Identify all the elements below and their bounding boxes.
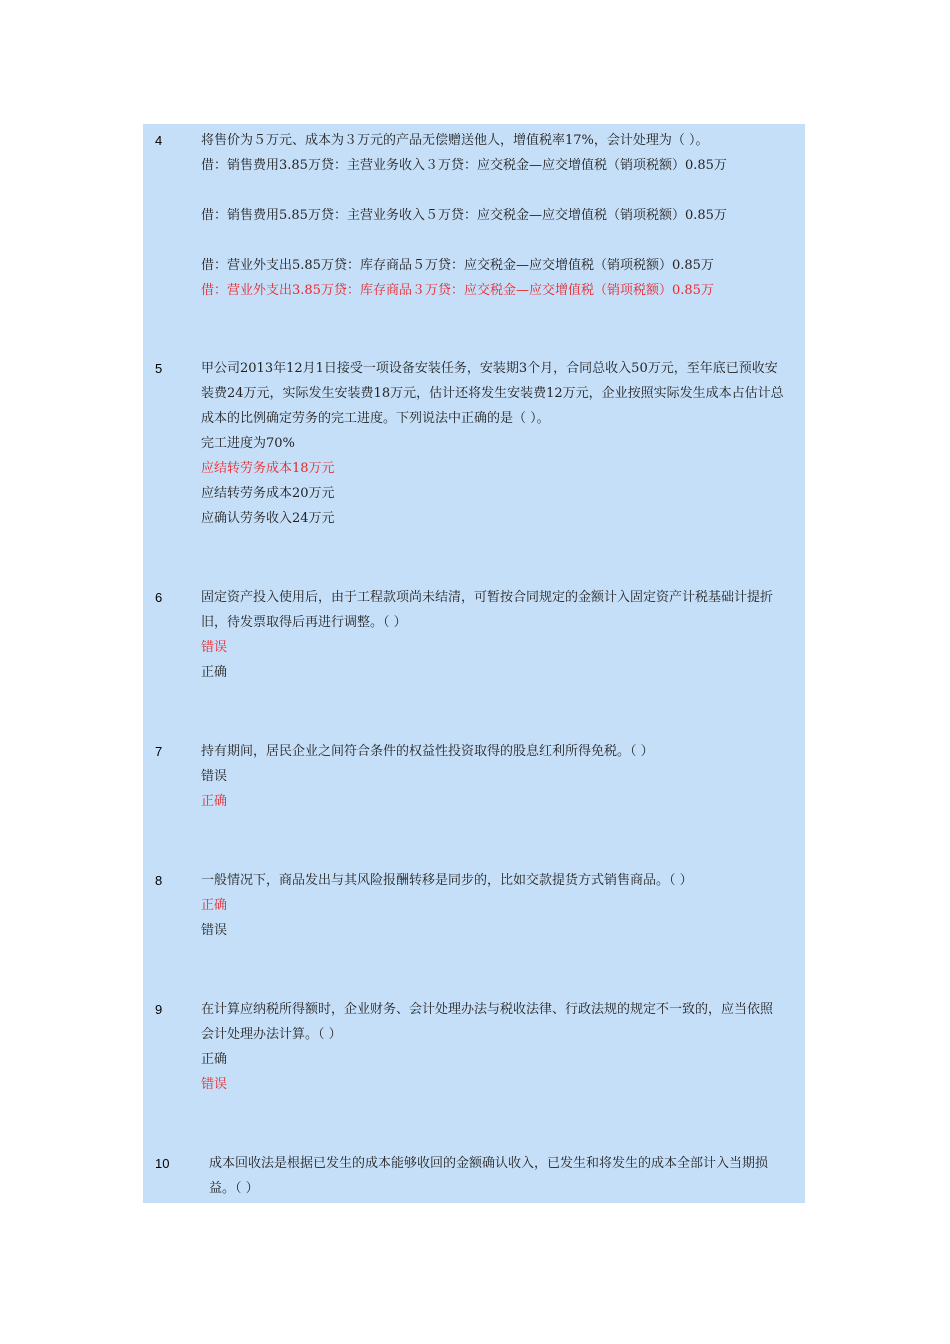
option-2[interactable]: 错误	[201, 1077, 228, 1092]
question-number: 10	[155, 1156, 170, 1171]
question-body	[201, 739, 785, 814]
question-stem: 一般情况下，商品发出与其风险报酬转移是同步的，比如交款提货方式销售商品。（ ）	[201, 873, 693, 888]
question-panel	[143, 124, 805, 1203]
option-2[interactable]: 借：销售费用5.85万贷：主营业务收入５万贷：应交税金—应交增值税（销项税额）0.85万	[201, 208, 727, 223]
question-body	[209, 1151, 787, 1201]
question-number: 6	[155, 590, 163, 605]
question-number: 5	[155, 361, 163, 376]
option-4[interactable]: 借：营业外支出3.85万贷：库存商品３万贷：应交税金—应交增值税（销项税额）0.85万	[201, 283, 714, 298]
option-1[interactable]: 正确	[201, 898, 228, 913]
option-3[interactable]: 借：营业外支出5.85万贷：库存商品５万贷：应交税金—应交增值税（销项税额）0.85万	[201, 258, 714, 273]
option-2[interactable]: 正确	[201, 665, 228, 680]
question-stem: 持有期间，居民企业之间符合条件的权益性投资取得的股息红利所得免税。（ ）	[201, 744, 654, 759]
option-1[interactable]: 正确	[201, 1052, 228, 1067]
option-2[interactable]: 正确	[201, 794, 228, 809]
option-3[interactable]: 应结转劳务成本20万元	[201, 486, 335, 501]
question-number: 7	[155, 744, 163, 759]
question-body	[201, 868, 785, 943]
question-stem: 成本回收法是根据已发生的成本能够收回的金额确认收入，已发生和将发生的成本全部计入当期损益。（ ）	[209, 1156, 769, 1196]
question-stem: 将售价为５万元、成本为３万元的产品无偿赠送他人，增值税率17%，会计处理为（ ）。	[201, 133, 709, 148]
question-body	[201, 585, 785, 685]
option-1[interactable]: 错误	[201, 769, 228, 784]
question-stem: 甲公司2013年12月1日接受一项设备安装任务，安装期3个月，合同总收入50万元，至年底已预收安装费24万元，实际发生安装费18万元，估计还将发生安装费12万元，企业按照实际发生成本占估计总成本的比例确定劳务的完工进度。下列说法中正确的是（ ）。	[201, 361, 784, 426]
question-number: 4	[155, 133, 163, 148]
option-2[interactable]: 错误	[201, 923, 228, 938]
option-2[interactable]: 应结转劳务成本18万元	[201, 461, 335, 476]
option-1[interactable]: 错误	[201, 640, 228, 655]
option-1[interactable]: 借：销售费用3.85万贷：主营业务收入３万贷：应交税金—应交增值税（销项税额）0.85万	[201, 158, 727, 173]
question-body	[201, 997, 785, 1097]
question-stem: 在计算应纳税所得额时，企业财务、会计处理办法与税收法律、行政法规的规定不一致的，应当依照会计处理办法计算。（ ）	[201, 1002, 774, 1042]
question-stem: 固定资产投入使用后，由于工程款项尚未结清，可暂按合同规定的金额计入固定资产计税基础计提折旧，待发票取得后再进行调整。（ ）	[201, 590, 774, 630]
question-body	[201, 356, 785, 531]
option-4[interactable]: 应确认劳务收入24万元	[201, 511, 335, 526]
question-body	[201, 128, 785, 303]
question-number: 9	[155, 1002, 163, 1017]
question-number: 8	[155, 873, 163, 888]
option-1[interactable]: 完工进度为70%	[201, 436, 295, 451]
